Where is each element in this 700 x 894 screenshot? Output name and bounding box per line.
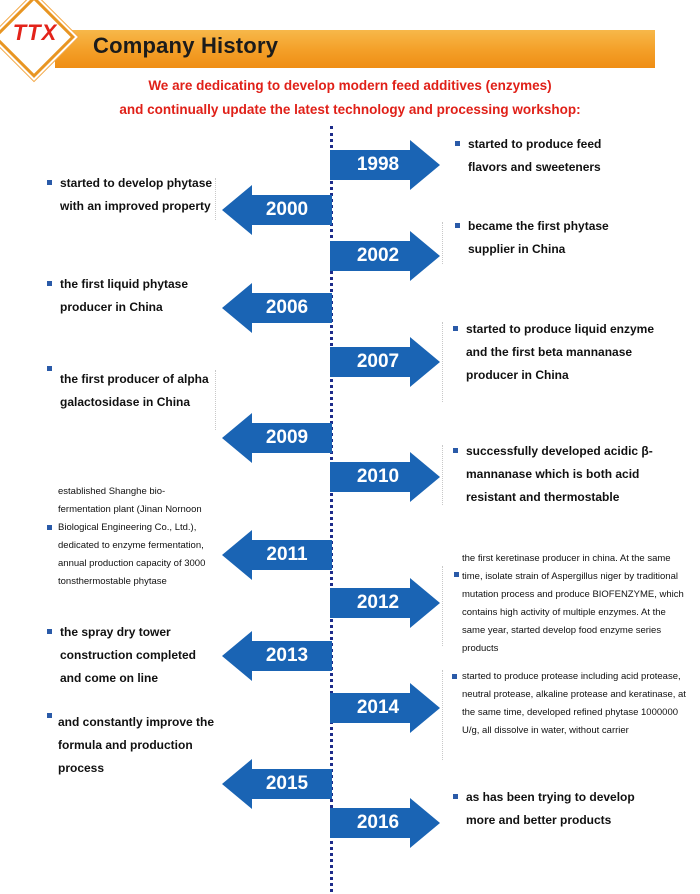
bullet-icon bbox=[453, 448, 458, 453]
bullet-icon bbox=[47, 281, 52, 286]
timeline-entry-2007 bbox=[466, 318, 666, 387]
entry-text: the first producer of alpha galactosidase in China bbox=[60, 372, 209, 409]
intro-line-2: and continually update the latest technology and processing workshop: bbox=[119, 102, 581, 117]
year-label: 1998 bbox=[356, 154, 400, 175]
entry-text: started to produce protease including acid protease, neutral protease, alkaline protease and keratinase, at the same time, developed refined phytase 1000000 U/g, all dissolve in water, without carrier bbox=[462, 671, 686, 736]
year-label: 2015 bbox=[265, 773, 309, 794]
year-arrow-2010 bbox=[330, 452, 440, 502]
entry-text: the first liquid phytase producer in China bbox=[60, 277, 189, 314]
year-label: 2016 bbox=[356, 812, 400, 833]
guide-line bbox=[442, 670, 443, 760]
entry-text: established Shanghe bio-fermentation plant (Jinan Nornoon Biological Engineering Co., Ltd.), dedicated to enzyme fermentation, annual production capacity of 3000 tonsthermostable phytase bbox=[58, 486, 206, 587]
year-arrow-2006 bbox=[222, 283, 332, 333]
entry-text: started to develop phytase with an improved property bbox=[60, 176, 213, 213]
timeline-entry-2008 bbox=[60, 368, 220, 414]
year-arrow-2000 bbox=[222, 185, 332, 235]
year-label: 2002 bbox=[356, 245, 400, 266]
year-arrow-1998 bbox=[330, 140, 440, 190]
bullet-icon bbox=[47, 366, 52, 371]
year-label: 2011 bbox=[266, 544, 308, 565]
year-label: 2013 bbox=[265, 645, 309, 666]
year-label: 2009 bbox=[265, 427, 309, 448]
timeline-entry-2011 bbox=[58, 483, 213, 591]
entry-text: as has been trying to develop more and better products bbox=[466, 790, 635, 827]
timeline-entry-2006 bbox=[60, 273, 210, 319]
entry-text: started to produce feed flavors and sweeteners bbox=[468, 137, 602, 174]
year-arrow-2014 bbox=[330, 683, 440, 733]
timeline-entry-2002 bbox=[468, 215, 618, 261]
entry-text: successfully developed acidic β-mannanase which is both acid resistant and thermostable bbox=[466, 444, 653, 504]
year-label: 2012 bbox=[356, 592, 400, 613]
year-arrow-2009 bbox=[222, 413, 332, 463]
entry-text: and constantly improve the formula and production process bbox=[58, 715, 215, 775]
timeline-entry-2010 bbox=[466, 440, 661, 509]
guide-line bbox=[442, 566, 443, 646]
timeline-entry-2013 bbox=[60, 621, 210, 690]
bullet-icon bbox=[47, 713, 52, 718]
bullet-icon bbox=[455, 141, 460, 146]
timeline-entry-2000 bbox=[60, 172, 220, 218]
year-arrow-2015 bbox=[222, 759, 332, 809]
year-label: 2010 bbox=[356, 466, 400, 487]
bullet-icon bbox=[453, 326, 458, 331]
guide-line bbox=[442, 445, 443, 505]
intro-line-1: We are dedicating to develop modern feed additives (enzymes) bbox=[148, 78, 552, 93]
entry-text: the first keretinase producer in china. At the same time, isolate strain of Aspergillus niger by traditional mutation process and produce BIOFENZYME, which contains high activity of multiple enzymes. At the same year, started develop food enzyme series products bbox=[462, 553, 684, 654]
page-title: Company History bbox=[93, 33, 279, 58]
entry-text: the spray dry tower construction completed and come on line bbox=[60, 625, 197, 685]
timeline-entry-2016 bbox=[466, 786, 656, 832]
year-label: 2007 bbox=[356, 351, 400, 372]
timeline-entry-1998 bbox=[468, 133, 618, 179]
year-arrow-2007 bbox=[330, 337, 440, 387]
entry-text: became the first phytase supplier in China bbox=[468, 219, 609, 256]
year-arrow-2016 bbox=[330, 798, 440, 848]
timeline-entry-2014 bbox=[462, 668, 688, 740]
bullet-icon bbox=[47, 629, 52, 634]
year-arrow-2011 bbox=[222, 530, 332, 580]
bullet-icon bbox=[47, 180, 52, 185]
year-arrow-2012 bbox=[330, 578, 440, 628]
year-label: 2006 bbox=[265, 297, 309, 318]
bullet-icon bbox=[47, 525, 52, 530]
guide-line bbox=[442, 222, 443, 264]
timeline-entry-2015 bbox=[58, 711, 218, 780]
timeline-entry-2012 bbox=[462, 550, 688, 658]
year-label: 2000 bbox=[265, 199, 309, 220]
year-arrow-2013 bbox=[222, 631, 332, 681]
year-label: 2014 bbox=[356, 697, 400, 718]
logo-text: TTX bbox=[12, 20, 58, 45]
entry-text: started to produce liquid enzyme and the first beta mannanase producer in China bbox=[466, 322, 655, 382]
bullet-icon bbox=[454, 572, 459, 577]
year-arrow-2002 bbox=[330, 231, 440, 281]
bullet-icon bbox=[453, 794, 458, 799]
bullet-icon bbox=[452, 674, 457, 679]
bullet-icon bbox=[455, 223, 460, 228]
header bbox=[0, 0, 700, 80]
guide-line bbox=[442, 322, 443, 402]
